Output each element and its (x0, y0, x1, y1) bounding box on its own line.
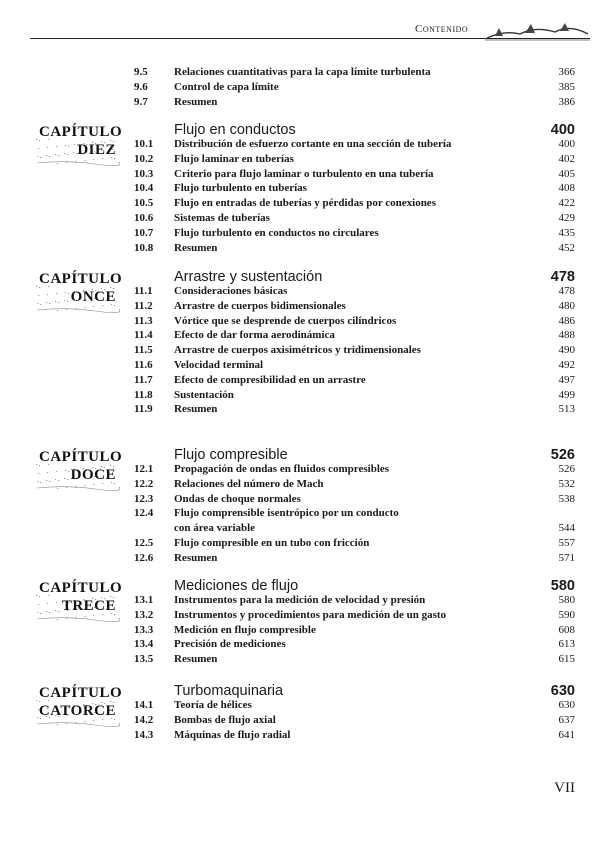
section-page: 497 (558, 373, 575, 386)
section-title: Flujo laminar en tuberías (174, 152, 294, 165)
section-title: Resumen (174, 403, 218, 416)
section-page: 366 (558, 66, 575, 78)
section-page: 385 (558, 81, 575, 93)
section-page: 580 (558, 594, 575, 606)
chapter-page: 526 (550, 447, 575, 463)
section-number: 11.7 (134, 373, 153, 386)
section-number: 12.4 (134, 507, 154, 520)
section-page: 480 (558, 299, 575, 312)
toc-entry (0, 728, 600, 743)
toc-entry (0, 521, 600, 536)
toc-entry (0, 196, 600, 211)
section-number: 12.3 (134, 492, 154, 505)
section-number: 11.8 (134, 388, 153, 401)
section-number: 14.1 (134, 699, 154, 711)
section-page: 452 (558, 241, 575, 254)
toc-entry (0, 506, 600, 521)
section-page: 630 (558, 699, 575, 711)
section-page: 544 (558, 522, 575, 535)
toc-entry (0, 637, 600, 652)
section-number: 10.1 (134, 138, 154, 150)
toc-entry (0, 343, 600, 358)
toc-entry (0, 181, 600, 196)
section-page: 513 (558, 403, 575, 416)
toc-entry (0, 314, 600, 329)
section-page: 490 (558, 344, 575, 357)
chapter-number-word: DOCE (70, 467, 116, 483)
toc-entry (0, 698, 600, 713)
toc-entry (0, 284, 600, 299)
toc-entry (0, 211, 600, 226)
toc-entry (0, 551, 600, 566)
chapter-page: 630 (550, 683, 575, 699)
section-title: Arrastre de cuerpos bidimensionales (174, 299, 346, 312)
section-page: 492 (558, 359, 575, 371)
chapter-number-word: DIEZ (77, 142, 116, 158)
section-title: Bombas de flujo axial (174, 713, 276, 726)
section-title: Sistemas de tuberías (174, 212, 270, 224)
section-number: 13.1 (134, 594, 154, 606)
section-title: Velocidad terminal (174, 359, 264, 371)
toc-entry (0, 137, 600, 152)
section-page: 386 (558, 96, 575, 108)
section-title: Flujo compresible en un tubo con fricción (174, 537, 370, 549)
section-title: Control de capa límite (174, 81, 279, 93)
section-title: Precisión de mediciones (174, 638, 286, 651)
section-number: 10.2 (134, 152, 154, 165)
section-title: Ondas de choque normales (174, 492, 301, 505)
toc-entry (0, 358, 600, 373)
chapter-title: Mediciones de flujo (174, 578, 299, 594)
chapter-label: CAPÍTULO (39, 449, 123, 465)
page-folio: VII (554, 780, 575, 796)
section-page: 538 (558, 492, 575, 505)
toc-entry (0, 477, 600, 492)
toc-entry (0, 593, 600, 608)
section-title: Relaciones cuantitativas para la capa límite turbulenta (174, 66, 431, 78)
chapter-label: CAPÍTULO (39, 124, 123, 140)
section-title: Resumen (174, 551, 218, 564)
section-page: 499 (558, 388, 575, 401)
section-number: 10.7 (134, 226, 154, 239)
section-number: 11.4 (134, 329, 153, 342)
section-title: Resumen (174, 653, 218, 666)
chapter-label: CAPÍTULO (39, 271, 123, 287)
toc-entry (0, 152, 600, 167)
chapter-label: CAPÍTULO (39, 580, 123, 596)
section-title: Efecto de dar forma aerodinámica (174, 329, 335, 342)
toc-entry (0, 608, 600, 623)
section-page: 488 (558, 329, 575, 342)
section-title: Instrumentos para la medición de velocidad y presión (174, 594, 426, 606)
section-number: 12.6 (134, 551, 154, 564)
chapter-title: Flujo en conductos (174, 122, 296, 138)
chapter-number-word: TRECE (61, 598, 116, 614)
section-number: 12.5 (134, 537, 154, 549)
toc-entry (0, 80, 600, 95)
section-title: Flujo en entradas de tuberías y pérdidas por conexiones (174, 197, 436, 210)
section-number: 9.5 (134, 66, 148, 78)
section-page: 641 (558, 728, 575, 741)
section-number: 14.2 (134, 713, 154, 726)
section-page: 400 (558, 138, 575, 150)
toc-entry (0, 652, 600, 667)
section-page: 408 (558, 182, 575, 195)
section-number: 9.7 (134, 96, 148, 108)
chapter-title: Flujo compresible (174, 447, 288, 463)
section-number: 10.8 (134, 241, 154, 254)
section-number: 10.3 (134, 167, 154, 180)
section-title: Arrastre de cuerpos axisimétricos y tridimensionales (174, 344, 421, 357)
section-number: 11.2 (134, 299, 153, 312)
toc-entry (0, 65, 600, 80)
toc-entry (0, 167, 600, 182)
section-page: 637 (558, 713, 575, 726)
toc-entry (0, 536, 600, 551)
section-number: 11.3 (134, 314, 153, 327)
chapter-number-word: ONCE (70, 289, 116, 305)
toc-entry (0, 623, 600, 638)
section-number: 9.6 (134, 81, 148, 93)
chapter-page: 478 (550, 269, 575, 285)
section-page: 590 (558, 608, 575, 621)
section-number: 13.2 (134, 608, 154, 621)
chapter-page: 580 (550, 578, 575, 594)
section-page: 557 (558, 537, 575, 549)
section-page: 613 (558, 638, 575, 651)
section-title: Criterio para flujo laminar o turbulento en una tubería (174, 167, 434, 180)
section-page: 402 (558, 152, 575, 165)
toc-entry (0, 299, 600, 314)
section-number: 11.5 (134, 344, 153, 357)
section-number: 13.3 (134, 623, 154, 636)
section-page: 405 (558, 167, 575, 180)
toc-entry (0, 492, 600, 507)
section-number: 12.1 (134, 463, 154, 475)
section-title: Propagación de ondas en fluidos compresibles (174, 463, 390, 475)
toc-entry (0, 226, 600, 241)
toc-entry (0, 713, 600, 728)
section-page: 422 (558, 197, 575, 210)
toc-entry (0, 388, 600, 403)
toc-entry (0, 95, 600, 110)
running-header-label: Contenido (415, 23, 469, 35)
section-title: Distribución de esfuerzo cortante en una sección de tubería (174, 138, 452, 150)
section-page: 608 (558, 623, 575, 636)
chapter-number-word: CATORCE (38, 703, 116, 719)
section-title: Consideraciones básicas (174, 285, 288, 297)
section-number: 10.4 (134, 182, 154, 195)
section-title: Máquinas de flujo radial (174, 728, 291, 741)
chapter-title: Arrastre y sustentación (174, 269, 323, 285)
chapter-title: Turbomaquinaria (174, 683, 284, 699)
section-title: Resumen (174, 96, 218, 108)
section-number: 13.5 (134, 653, 154, 666)
header-rule (30, 38, 590, 39)
section-title: Efecto de compresibilidad en un arrastre (174, 373, 366, 386)
chapter-page: 400 (550, 122, 575, 138)
section-page: 571 (558, 551, 575, 564)
section-number: 11.9 (134, 403, 153, 416)
section-page: 532 (558, 477, 575, 490)
chapter-label: CAPÍTULO (39, 685, 123, 701)
section-title: Flujo turbulento en tuberías (174, 182, 307, 195)
toc-entry (0, 462, 600, 477)
section-title: Resumen (174, 241, 218, 254)
section-number: 11.6 (134, 359, 153, 371)
section-page: 615 (558, 653, 575, 666)
section-page: 429 (558, 212, 575, 224)
section-title: Medición en flujo compresible (174, 623, 316, 636)
section-title: Teoría de hélices (174, 699, 252, 711)
section-page: 526 (558, 463, 575, 475)
section-number: 13.4 (134, 638, 154, 651)
section-page: 486 (558, 314, 575, 327)
section-title: Sustentación (174, 388, 234, 401)
section-title: Vórtice que se desprende de cuerpos cilíndricos (174, 314, 397, 327)
section-page: 435 (558, 226, 575, 239)
toc-entry (0, 373, 600, 388)
section-title: con área variable (174, 522, 256, 535)
section-title: Flujo comprensible isentrópico por un conducto (174, 507, 399, 520)
running-header (0, 0, 600, 50)
section-title: Flujo turbulento en conductos no circulares (174, 226, 379, 239)
toc-entry (0, 402, 600, 417)
toc-entry (0, 328, 600, 343)
toc-entry (0, 241, 600, 256)
section-title: Relaciones del número de Mach (174, 477, 324, 490)
section-number: 12.2 (134, 477, 154, 490)
section-number: 11.1 (134, 285, 153, 297)
section-title: Instrumentos y procedimientos para medición de un gasto (174, 608, 447, 621)
section-number: 10.5 (134, 197, 154, 210)
section-number: 14.3 (134, 728, 154, 741)
section-page: 478 (558, 285, 575, 297)
section-number: 10.6 (134, 212, 154, 224)
